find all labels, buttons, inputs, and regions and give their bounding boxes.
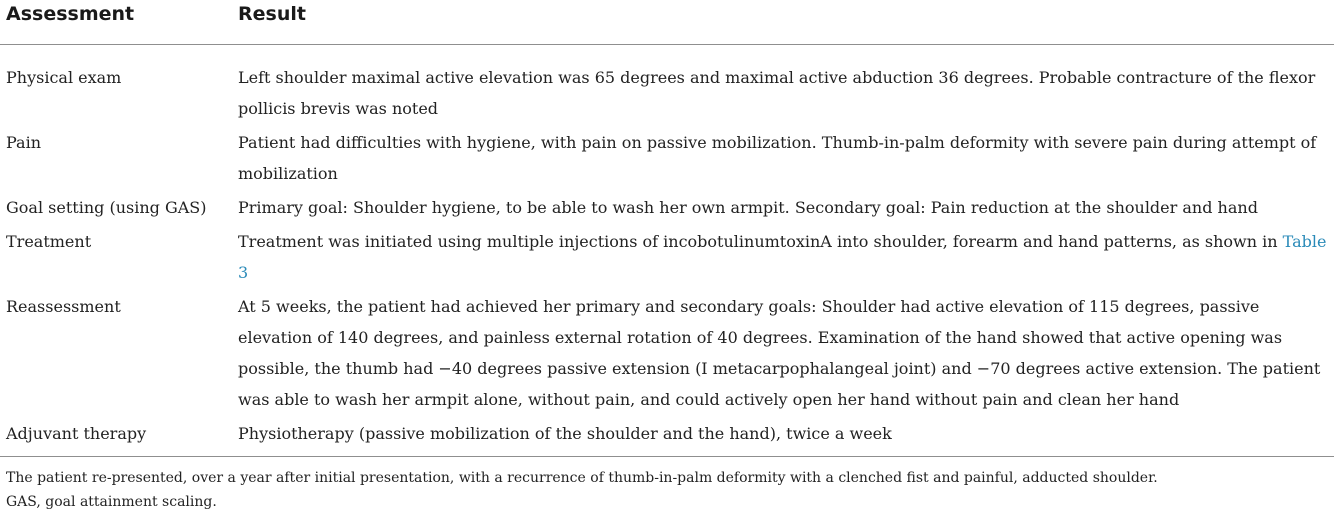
table-footnotes — [6, 466, 1326, 514]
result-cell — [238, 226, 1328, 288]
footnote-recurrence: The patient re-presented, over a year after initial presentation, with a recurrence of thumb-in-palm deformity with a clenched fist and painful, adducted shoulder. — [6, 470, 1158, 486]
table-body — [0, 62, 1334, 452]
assessment-cell: Treatment — [6, 232, 92, 251]
table-row — [0, 418, 1334, 449]
assessment-cell: Adjuvant therapy — [6, 424, 147, 443]
result-text: Treatment was initiated using multiple injections of incobotulinumtoxinA into shoulder, forearm and hand patterns, as shown in — [238, 232, 1283, 251]
header-result: Result — [238, 3, 306, 25]
result-cell: Patient had difficulties with hygiene, with pain on passive mobilization. Thumb-in-palm deformity with severe pain during attempt of mobilization — [238, 133, 1317, 183]
table-row — [0, 192, 1334, 223]
header-assessment: Assessment — [6, 3, 135, 25]
result-cell: At 5 weeks, the patient had achieved her primary and secondary goals: Shoulder had active elevation of 115 degrees, passive elevation of 140 degrees, and painless external rotation of 40 degrees. Examination of the hand showed that active opening was possible, the thumb had −40 degrees passive extension (I metacarpophalangeal joint) and −70 degrees active extension. The patient was able to wash her armpit alone, without pain, and could actively open her hand without pain and clean her hand — [238, 297, 1321, 409]
footnote-gas: GAS, goal attainment scaling. — [6, 494, 217, 510]
table-header — [0, 0, 1334, 44]
table-row — [0, 291, 1334, 415]
assessment-cell: Pain — [6, 133, 42, 152]
footer-rule — [0, 456, 1334, 457]
table-row — [0, 127, 1334, 189]
table-3-link[interactable]: Table 3 — [238, 232, 1327, 282]
header-rule — [0, 44, 1334, 45]
table-row — [0, 62, 1334, 124]
result-cell: Primary goal: Shoulder hygiene, to be able to wash her own armpit. Secondary goal: Pain reduction at the shoulder and hand — [238, 198, 1258, 217]
assessment-cell: Goal setting (using GAS) — [6, 198, 207, 217]
result-cell: Physiotherapy (passive mobilization of the shoulder and the hand), twice a week — [238, 424, 892, 443]
result-cell: Left shoulder maximal active elevation was 65 degrees and maximal active abduction 36 degrees. Probable contracture of the flexor pollicis brevis was noted — [238, 68, 1316, 118]
table-row — [0, 226, 1334, 288]
assessment-cell: Physical exam — [6, 68, 122, 87]
assessment-cell: Reassessment — [6, 297, 121, 316]
